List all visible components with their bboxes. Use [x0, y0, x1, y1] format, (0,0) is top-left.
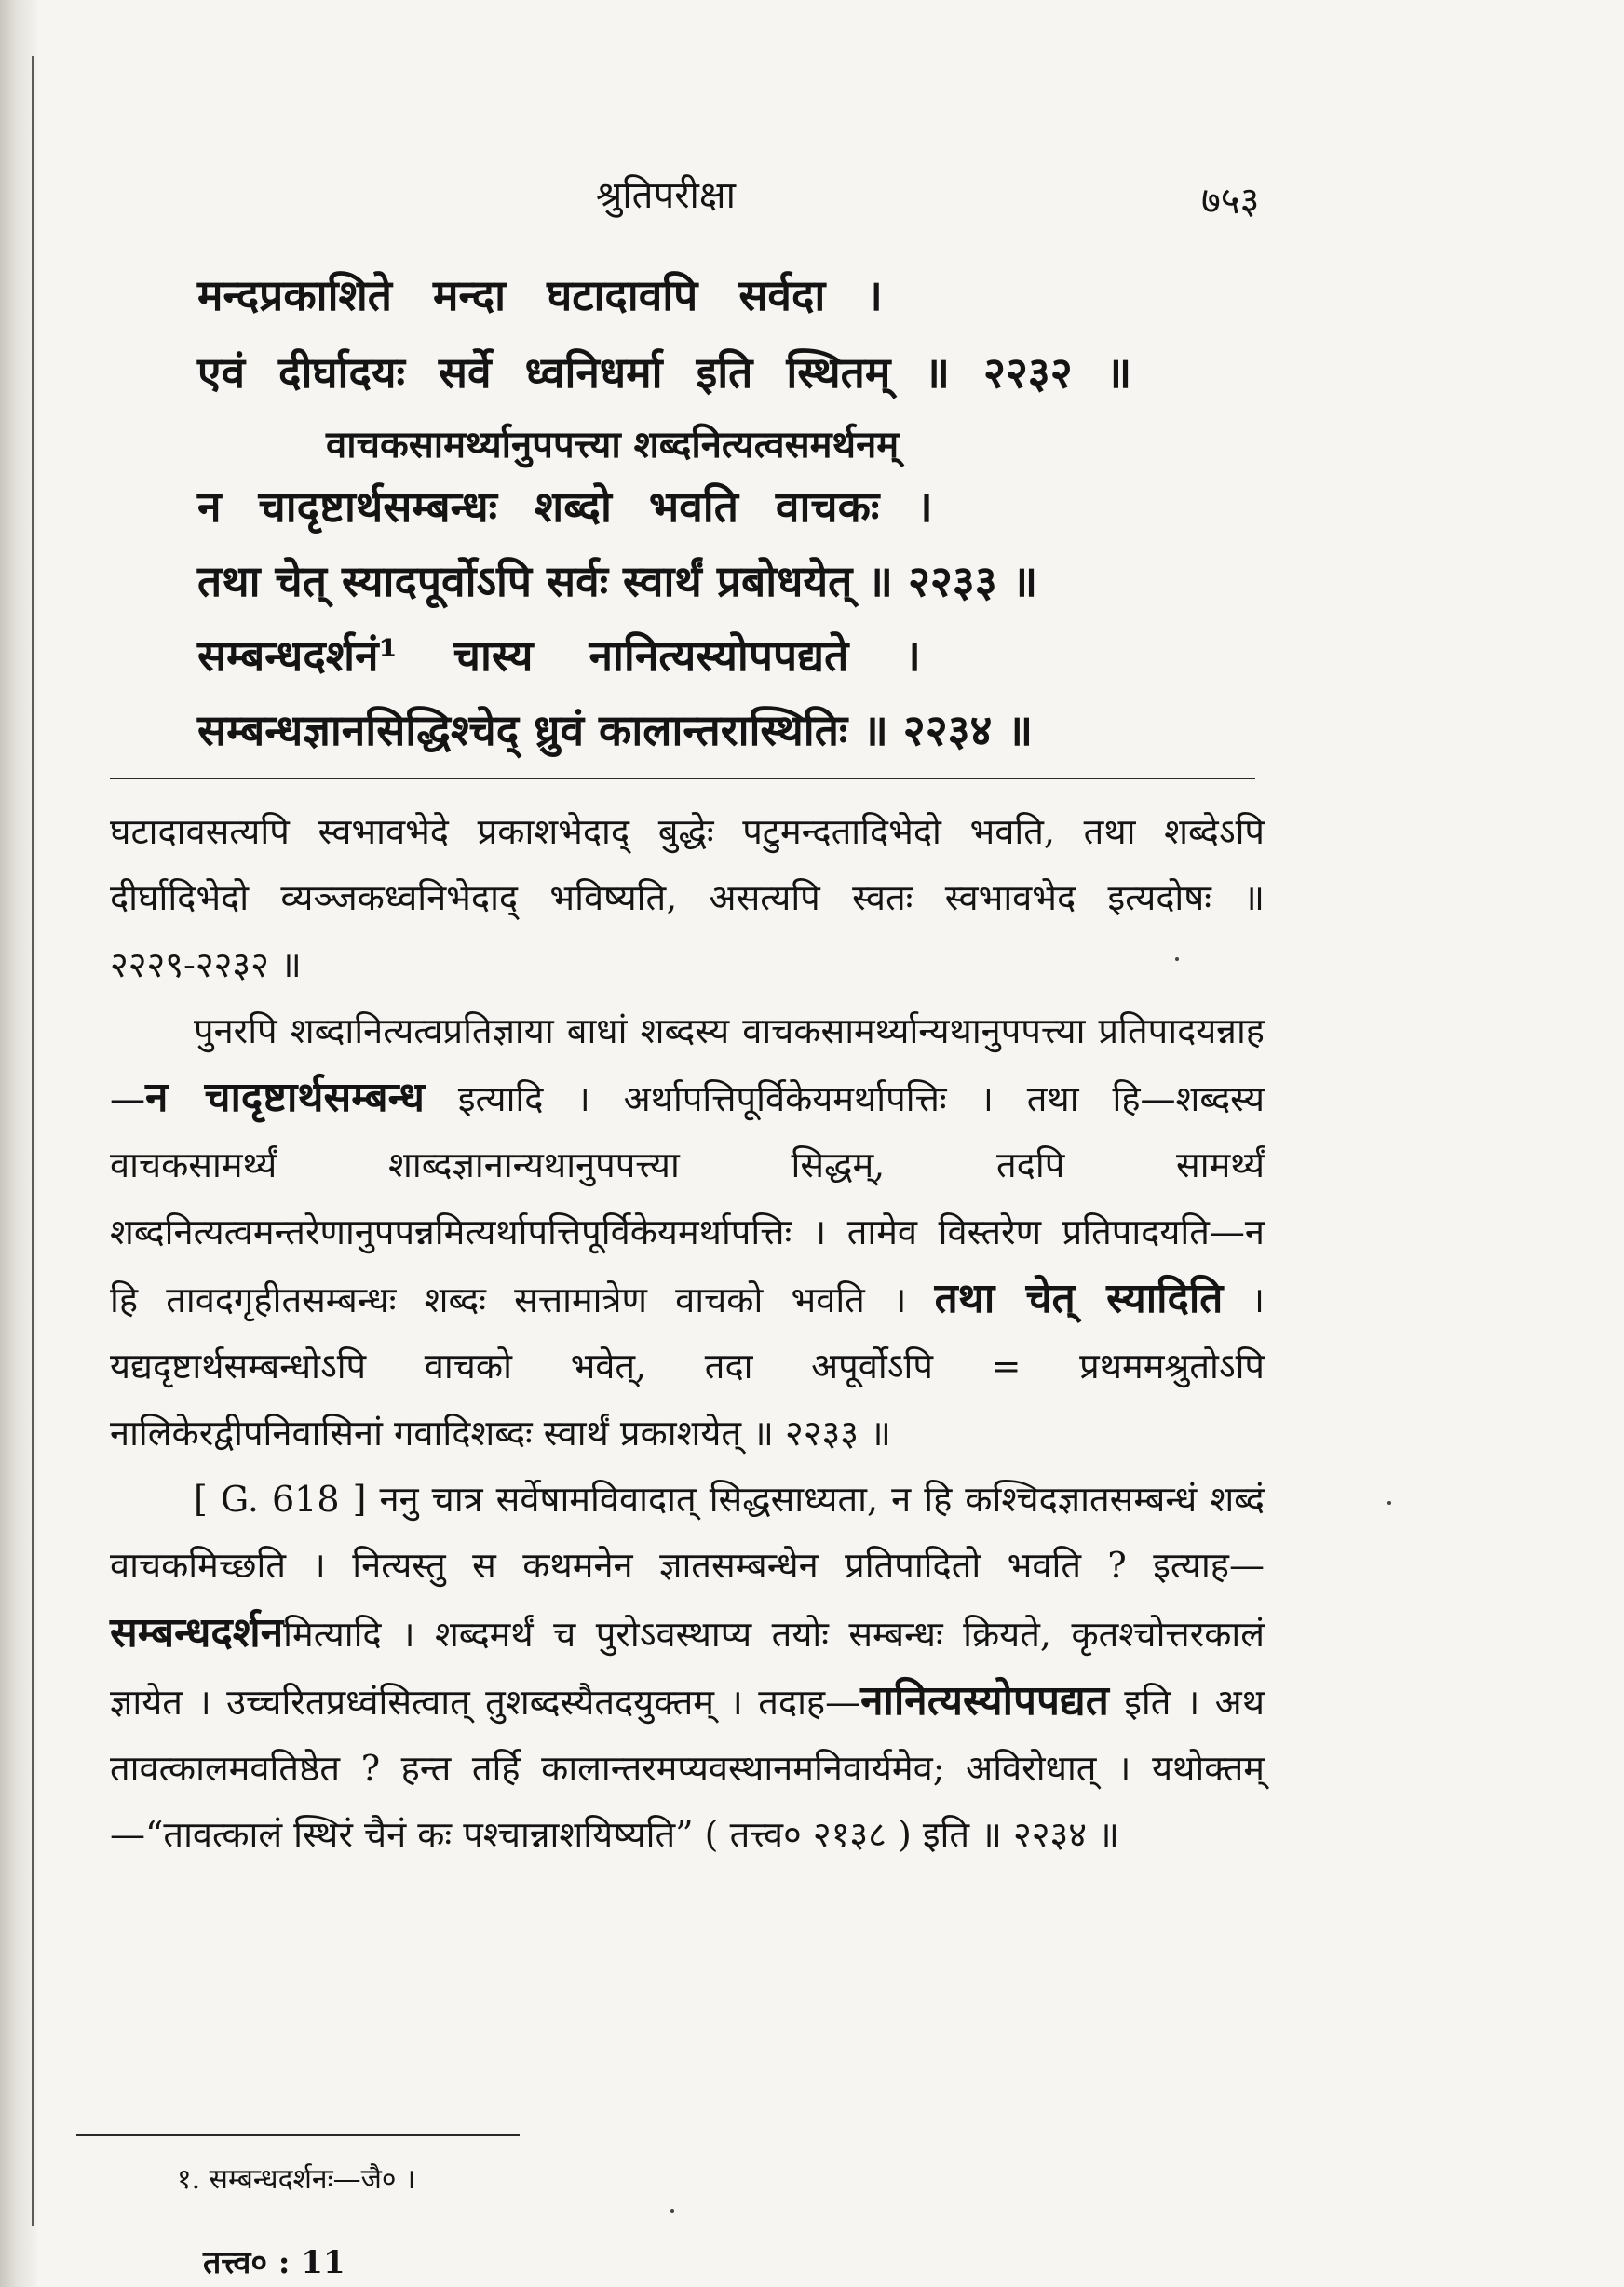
commentary-p2-keyword-1: न चादृष्टार्थसम्बन्ध	[145, 1074, 425, 1122]
commentary-p3-text-c: इति । अथ तावत्कालमवतिष्ठेत ? हन्त तर्हि कालान्तरमप्यवस्थानमनिवार्यमेव; अविरोधात् । यथोक्तम्—“तावत्कालं स्थिरं चैनं कः पश्चान्नाशयिष्यति” ( तत्त्व० २१३८ ) इति ॥ २२३४ ॥	[110, 1681, 1265, 1856]
verse-line-5: सम्बन्धदर्शनं¹ चास्य नानित्यस्योपपद्यते ।	[197, 630, 921, 681]
commentary-p2-text-b: इत्यादि । अर्थापत्तिपूर्विकेयमर्थापत्तिः । तथा हि—शब्दस्य वाचकसामर्थ्यं शाब्दज्ञानान्यथानुपपत्त्या सिद्धम्, तदपि सामर्थ्यं शब्दनित्यत्वमन्तरेणानुपपन्नमित्यर्थापत्तिपूर्विकेयमर्थापत्तिः । तामेव विस्तरेण प्रतिपादयति—न हि तावदगृहीतसम्बन्धः शब्दः सत्तामात्रेण वाचको भवति ।	[110, 1078, 1265, 1321]
commentary-paragraph-2	[110, 998, 1265, 1467]
footnote-1: १. सम्बन्धदर्शनः—जै० ।	[177, 2163, 416, 2196]
verse-line-2: एवं दीर्घादयः सर्वे ध्वनिधर्मा इति स्थितम् ॥ २२३२ ॥	[197, 347, 1132, 398]
commentary-p3-text-a: [ G. 618 ] ननु चात्र सर्वेषामविवादात् सिद्धसाध्यता, न हि कश्चिदज्ञातसम्बन्धं शब्दं वाचकमिच्छति । नित्यस्तु स कथमनेन ज्ञातसम्बन्धेन प्रतिपादितो भवति ? इत्याह—	[110, 1478, 1265, 1587]
commentary-p2-text-a: पुनरपि शब्दानित्यत्वप्रतिज्ञाया बाधां शब्दस्य वाचकसामर्थ्यान्यथानुपपत्त्या प्रतिपादयन्नाह—	[110, 1009, 1265, 1120]
commentary-paragraph-3	[110, 1467, 1265, 1869]
print-speck	[1387, 1501, 1391, 1505]
print-speck	[670, 2209, 674, 2213]
commentary-p3-keyword-1: सम्बन्धदर्शन	[110, 1608, 284, 1657]
commentary-p3-keyword-2: नानित्यस्योपपद्यत	[860, 1676, 1109, 1725]
verse-line-4: तथा चेत् स्यादपूर्वोऽपि सर्वः स्वार्थं प्रबोधयेत् ॥ २२३३ ॥	[197, 556, 1038, 606]
verse-line-3: न चादृष्टार्थसम्बन्धः शब्दो भवति वाचकः ।	[197, 481, 933, 532]
commentary-p3-text-b: मित्यादि । शब्दमर्थं च पुरोऽवस्थाप्य तयोः सम्बन्धः क्रियते, कृतश्चोत्तरकालं ज्ञायेत । उच्चरितप्रध्वंसित्वात् तुशब्दस्यैतदयुक्तम् । तदाह—	[110, 1613, 1265, 1723]
page-number: ७५३	[1201, 180, 1260, 223]
verse-line-1: मन्दप्रकाशिते मन्दा घटादावपि सर्वदा ।	[197, 270, 883, 320]
commentary-p2-text-c: । यद्यदृष्टार्थसम्बन्धोऽपि वाचको भवेत्, तदा अपूर्वोऽपि = प्रथममश्रुतोऽपि नालिकेरद्वीपनिवासिनां गवादिशब्दः स्वार्थं प्रकाशयेत् ॥ २२३३ ॥	[110, 1279, 1265, 1454]
binding-edge-line	[32, 56, 34, 2226]
print-speck	[1175, 957, 1179, 961]
commentary-p2-keyword-2: तथा चेत् स्यादिति	[934, 1275, 1224, 1323]
signature-mark: तत्त्व० : 11	[203, 2244, 345, 2281]
verse-commentary-divider	[110, 778, 1255, 779]
section-heading: वाचकसामर्थ्यानुपपत्त्या शब्दनित्यत्वसमर्थनम्	[326, 423, 900, 467]
footnote-divider	[76, 2134, 520, 2136]
running-header-title: श्रुतिपरीक्षा	[596, 174, 736, 217]
commentary-paragraph-1: घटादावसत्यपि स्वभावभेदे प्रकाशभेदाद् बुद्धेः पटुमन्दतादिभेदो भवति, तथा शब्देऽपि दीर्घादिभेदो व्यञ्जकध्वनिभेदाद् भविष्यति, असत्यपि स्वतः स्वभावभेद इत्यदोषः ॥ २२२९-२२३२ ॥	[110, 811, 1265, 985]
verse-line-6: सम्बन्धज्ञानसिद्धिश्चेद् ध्रुवं कालान्तरास्थितिः ॥ २२३४ ॥	[197, 705, 1034, 755]
commentary-block	[110, 799, 1265, 1869]
